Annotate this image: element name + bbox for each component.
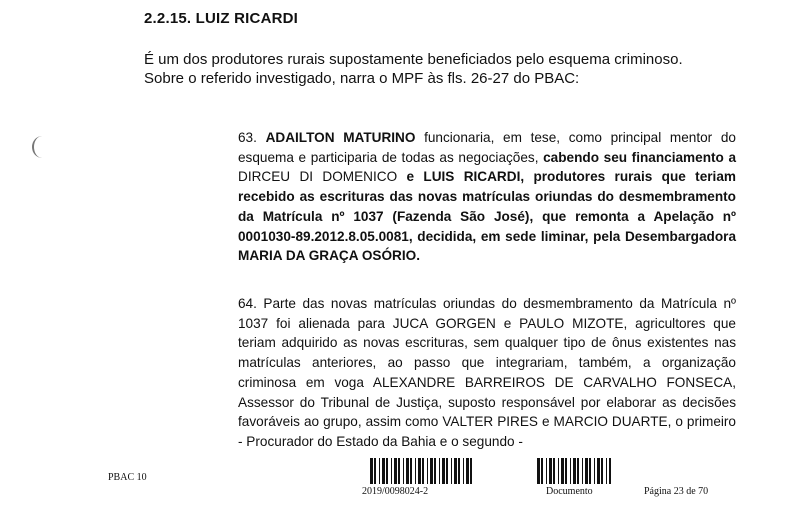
barcode-bar: [391, 458, 392, 484]
barcode-bar: [379, 458, 380, 484]
barcode-bar: [597, 458, 600, 484]
barcode-bar: [558, 458, 559, 484]
barcode-bar: [418, 458, 421, 484]
barcode-bar: [434, 458, 436, 484]
q63-text-4: MARIA DA GRAÇA OSÓRIO.: [238, 248, 421, 264]
barcode-bar: [601, 458, 603, 484]
q63-bold-3: e LUIS RICARDI, produtores rurais que teriam recebido as escrituras das novas matrículas oriundas do desmembramento da Matrícula nº 1037 (Fazenda São José), que remonta a Apelação nº 0001030-89.2012.8.05.0081, decidida, em sede liminar, pela Desembargadora: [238, 169, 736, 244]
barcode-bar: [606, 458, 607, 484]
barcode-bar: [451, 458, 452, 484]
q63-text-1: 63.: [238, 130, 266, 145]
barcode-bar: [463, 458, 464, 484]
barcode-bar: [573, 458, 576, 484]
barcode-bar: [386, 458, 388, 484]
barcode-bar: [394, 458, 397, 484]
q63-text-2: funcionaria, em tese, como principal mentor do esquema e participaria de todas as negociações,: [238, 130, 736, 165]
barcode-bar: [470, 458, 472, 484]
barcode-bar: [589, 458, 591, 484]
barcode-bar: [546, 458, 547, 484]
footer-document-label: Documento: [546, 486, 593, 497]
barcode-bar: [370, 458, 373, 484]
quote-paragraph-63: [238, 128, 736, 266]
barcode-bar: [553, 458, 555, 484]
barcode-bar: [454, 458, 457, 484]
barcode-bar: [442, 458, 445, 484]
barcode-bar: [594, 458, 595, 484]
barcode-bar: [422, 458, 424, 484]
footer-left-label: PBAC 10: [108, 472, 147, 483]
footer-page-number: Página 23 de 70: [644, 486, 709, 497]
barcode-bar: [537, 458, 540, 484]
barcode-bar: [382, 458, 385, 484]
barcode-bar: [430, 458, 433, 484]
quote-paragraph-64: 64. Parte das novas matrículas oriundas do desmembramento da Matrícula nº 1037 foi alienada para JUCA GORGEN e PAULO MIZOTE, agricultores que teriam adquirido as novas escrituras, sem qualquer tipo de ônus existentes nas matrículas anteriores, ao passo que integrariam, também, a organização criminosa em voga ALEXANDRE BARREIROS DE CARVALHO FONSECA, Assessor do Tribunal de Justiça, suposto responsável por elaborar as decisões favoráveis ao grupo, assim como VALTER PIRES e MARCIO DUARTE, o primeiro - Procurador do Estado da Bahia e o segundo -: [238, 296, 736, 449]
barcode-bar: [609, 458, 611, 484]
barcode-bar: [446, 458, 448, 484]
intro-paragraph-2: Sobre o referido investigado, narra o MPF às fls. 26-27 do PBAC:: [144, 70, 580, 87]
section-heading: 2.2.15. LUIZ RICARDI: [144, 10, 299, 27]
barcode-bar: [582, 458, 583, 484]
barcode-bar: [541, 458, 543, 484]
barcode-bar: [561, 458, 564, 484]
barcode-bar: [406, 458, 409, 484]
barcode-bar: [439, 458, 440, 484]
barcode-bar: [374, 458, 376, 484]
barcode-bar: [415, 458, 416, 484]
footer-registry-code: 2019/0098024-2: [362, 486, 429, 497]
barcode-left: [370, 458, 472, 484]
q63-text-3: DIRCEU DI DOMENICO: [238, 169, 407, 185]
barcode-right: [537, 458, 611, 484]
intro-paragraph-1: É um dos produtores rurais supostamente beneficiados pelo esquema criminoso.: [144, 51, 683, 68]
barcode-bar: [570, 458, 571, 484]
barcode-bar: [398, 458, 400, 484]
barcode-bar: [565, 458, 567, 484]
barcode-bar: [410, 458, 412, 484]
barcode-bar: [585, 458, 588, 484]
barcode-bar: [458, 458, 460, 484]
barcode-bar: [466, 458, 469, 484]
scan-mark-icon: [32, 136, 52, 158]
q63-bold-1: ADAILTON MATURINO: [265, 130, 416, 145]
barcode-bar: [403, 458, 404, 484]
q63-bold-2: cabendo seu financiamento a: [543, 149, 737, 165]
intro-text: [108, 50, 736, 88]
barcode-bar: [577, 458, 579, 484]
barcode-bar: [427, 458, 428, 484]
barcode-bar: [549, 458, 552, 484]
